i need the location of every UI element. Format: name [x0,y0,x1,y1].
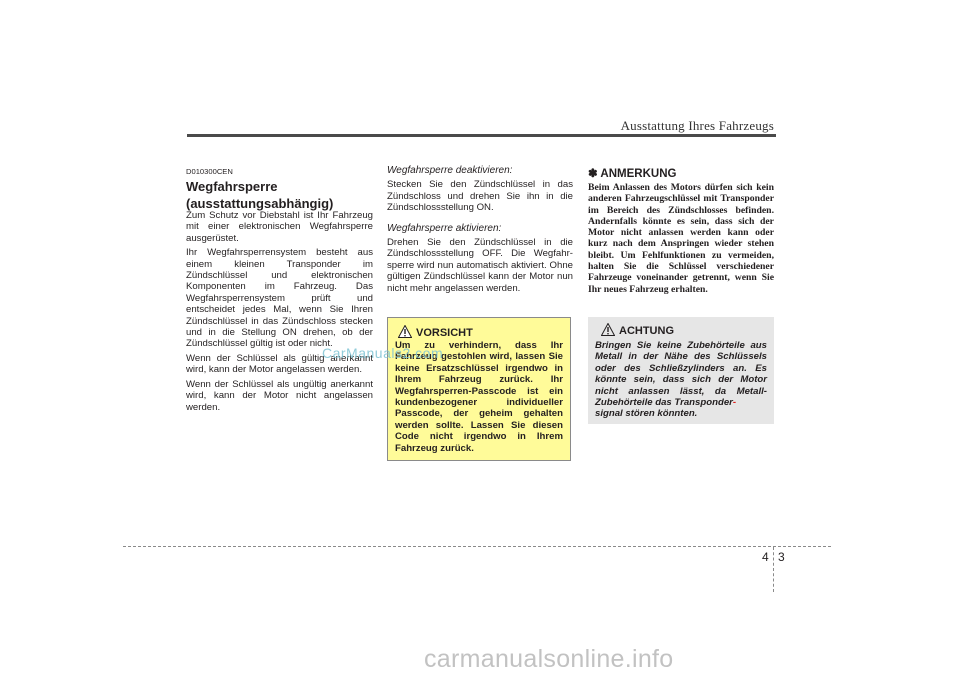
attention-box [588,317,774,424]
activate-text: Drehen Sie den Zündschlüssel in die Zündschlossstellung OFF. Die Wegfahr-sperre wird nun automatisch aktiviert. Ohne gültigen Zündschlüssel kann der Motor nun nicht mehr angelassen werden. [387,237,573,294]
attention-text-end: signal stören könnten. [595,408,698,420]
deactivate-text: Stecken Sie den Zündschlüssel in das Zündschloss und drehen Sie ihn in die Zündschlossstellung ON. [387,179,573,214]
caution-text: Um zu verhindern, dass Ihr Fahrzeug gestohlen wird, lassen Sie keine Ersatzschlüssel irgendwo in Ihrem Fahrzeug zurück. Ihr Wegfahrsperren-Passcode ist ein kundenbezogener individueller Passcode, der geheim gehalten werden sollte. Lassen Sie diesen Code nicht irgendwo in Ihrem Fahrzeug zurück. [395,340,563,454]
footer-rule [123,546,831,547]
section-code: D010300CEN [186,167,233,176]
note-symbol-icon: ✽ [588,168,598,180]
warning-triangle-icon [398,325,412,338]
chapter-number: 4 [762,550,769,564]
page-divider [773,547,774,592]
caution-header [398,325,563,339]
attention-header [601,323,767,337]
note-title: ANMERKUNG [600,168,677,180]
section-heading [186,178,374,212]
attention-text-main: Bringen Sie keine Zubehörteile aus Metall in der Nähe des Schlüssels oder des Schließzylinders an. Es könnte sein, dass sich der Motor nicht anlassen lässt, da Metall-Zubehörteile das Transponder [595,340,767,409]
attention-text [595,340,767,420]
deactivate-heading: Wegfahrsperre deaktivieren: [387,165,513,176]
note-text: Beim Anlassen des Motors dürfen sich kein anderen Fahrzeugschlüssel mit Transponder im Bereich des Zündschlosses befinden. Andernfalls könnte es sein, dass sich der Motor nicht anlassen werden kann oder kurz nach dem Anspringen wieder stehen bleibt. Um Fehlfunktionen zu vermeiden, halten Sie die Schlüssel verschiedener Fahrzeuge voneinander getrennt, wenn Sie Ihr neues Fahrzeug erhalten. [588,182,774,295]
attention-title: ACHTUNG [619,325,674,337]
attention-hyphen: - [732,397,737,409]
paragraph: Ihr Wegfahrsperrensystem besteht aus einem kleinen Transponder im Zündschlüssel und elektronischen Komponenten im Fahrzeug. Das Wegfahrsperrensystem prüft und entscheidet jedes Mal, wenn Sie Ihren Zündschlüssel in das Zündschloss stecken und in die Stellung ON drehen, ob der Zündschlüssel gültig ist oder nicht. [186,247,373,350]
column-2-body [387,165,573,297]
paragraph: Wenn der Schlüssel als ungültig anerkannt wird, kann der Motor nicht angelassen werden. [186,378,373,413]
header-rule [187,134,776,137]
page-number: 3 [778,550,785,564]
warning-triangle-icon [601,323,615,336]
caution-box [387,317,571,461]
caution-title: VORSICHT [416,327,473,339]
column-1-body [186,210,373,416]
footer-watermark: carmanualsonline.info [424,645,674,673]
paragraph: Zum Schutz vor Diebstahl ist Ihr Fahrzeug mit einer elektronischen Wegfahrsperre ausgerüstet. [186,210,373,244]
heading-line-2: (ausstattungsabhängig) [186,196,334,211]
note-header [588,166,676,180]
section-title: Ausstattung Ihres Fahrzeugs [620,118,774,133]
paragraph: Wenn der Schlüssel als gültig anerkannt wird, kann der Motor angelassen werden. [186,352,373,376]
activate-heading: Wegfahrsperre aktivieren: [387,222,502,234]
heading-line-1: Wegfahrsperre [186,179,278,194]
watermark-carmanuals2: CarManuals2.com [322,345,444,361]
